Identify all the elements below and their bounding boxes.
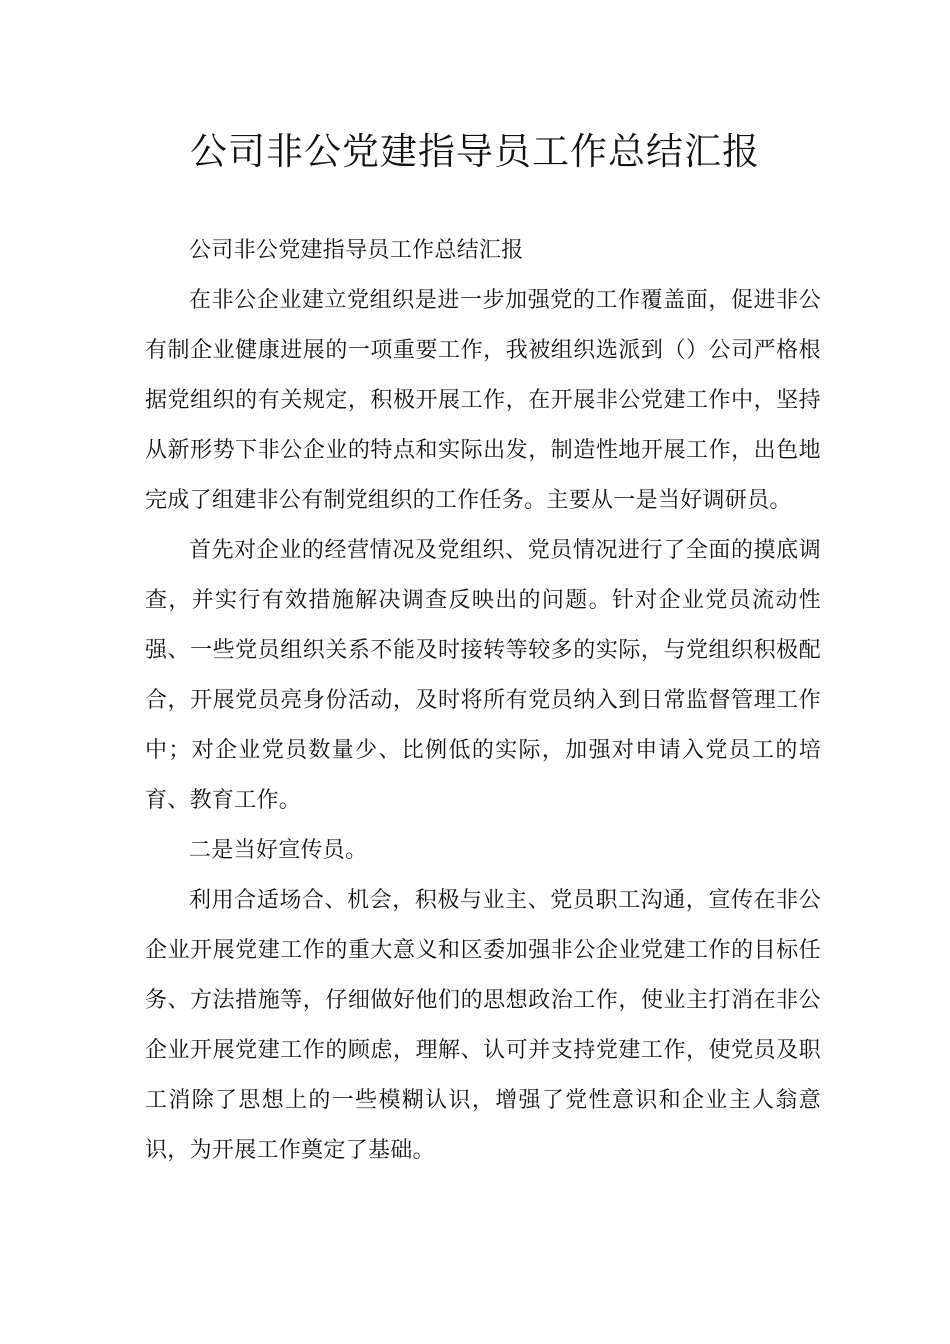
paragraph-subtitle: 公司非公党建指导员工作总结汇报 (189, 238, 524, 263)
paragraph-heading-propagandist: 二是当好宣传员。 (189, 838, 368, 863)
paragraph-investigation: 首先对企业的经营情况及党组织、党员情况进行了全面的摸底调查，并实行有效措施解决调查反映出的问题。针对企业党员流动性强、一些党员组织关系不能及时接转等较多的实际，与党组织积极配合，开展党员亮身份活动，及时将所有党员纳入到日常监督管理工作中；对企业党员数量少、比例低的实际，加强对申请入党员工的培育、教育工作。 (145, 538, 821, 813)
document-title: 公司非公党建指导员工作总结汇报 (190, 130, 760, 173)
document-body (145, 226, 821, 1176)
paragraph-intro: 在非公企业建立党组织是进一步加强党的工作覆盖面，促进非公有制企业健康进展的一项重要工作，我被组织选派到（）公司严格根据党组织的有关规定，积极开展工作，在开展非公党建工作中，坚持从新形势下非公企业的特点和实际出发，制造性地开展工作，出色地完成了组建非公有制党组织的工作任务。主要从一是当好调研员。 (145, 288, 821, 513)
paragraph-propaganda: 利用合适场合、机会，积极与业主、党员职工沟通，宣传在非公企业开展党建工作的重大意义和区委加强非公企业党建工作的目标任务、方法措施等，仔细做好他们的思想政治工作，使业主打消在非公企业开展党建工作的顾虑，理解、认可并支持党建工作，使党员及职工消除了思想上的一些模糊认识，增强了党性意识和企业主人翁意识，为开展工作奠定了基础。 (145, 888, 821, 1163)
